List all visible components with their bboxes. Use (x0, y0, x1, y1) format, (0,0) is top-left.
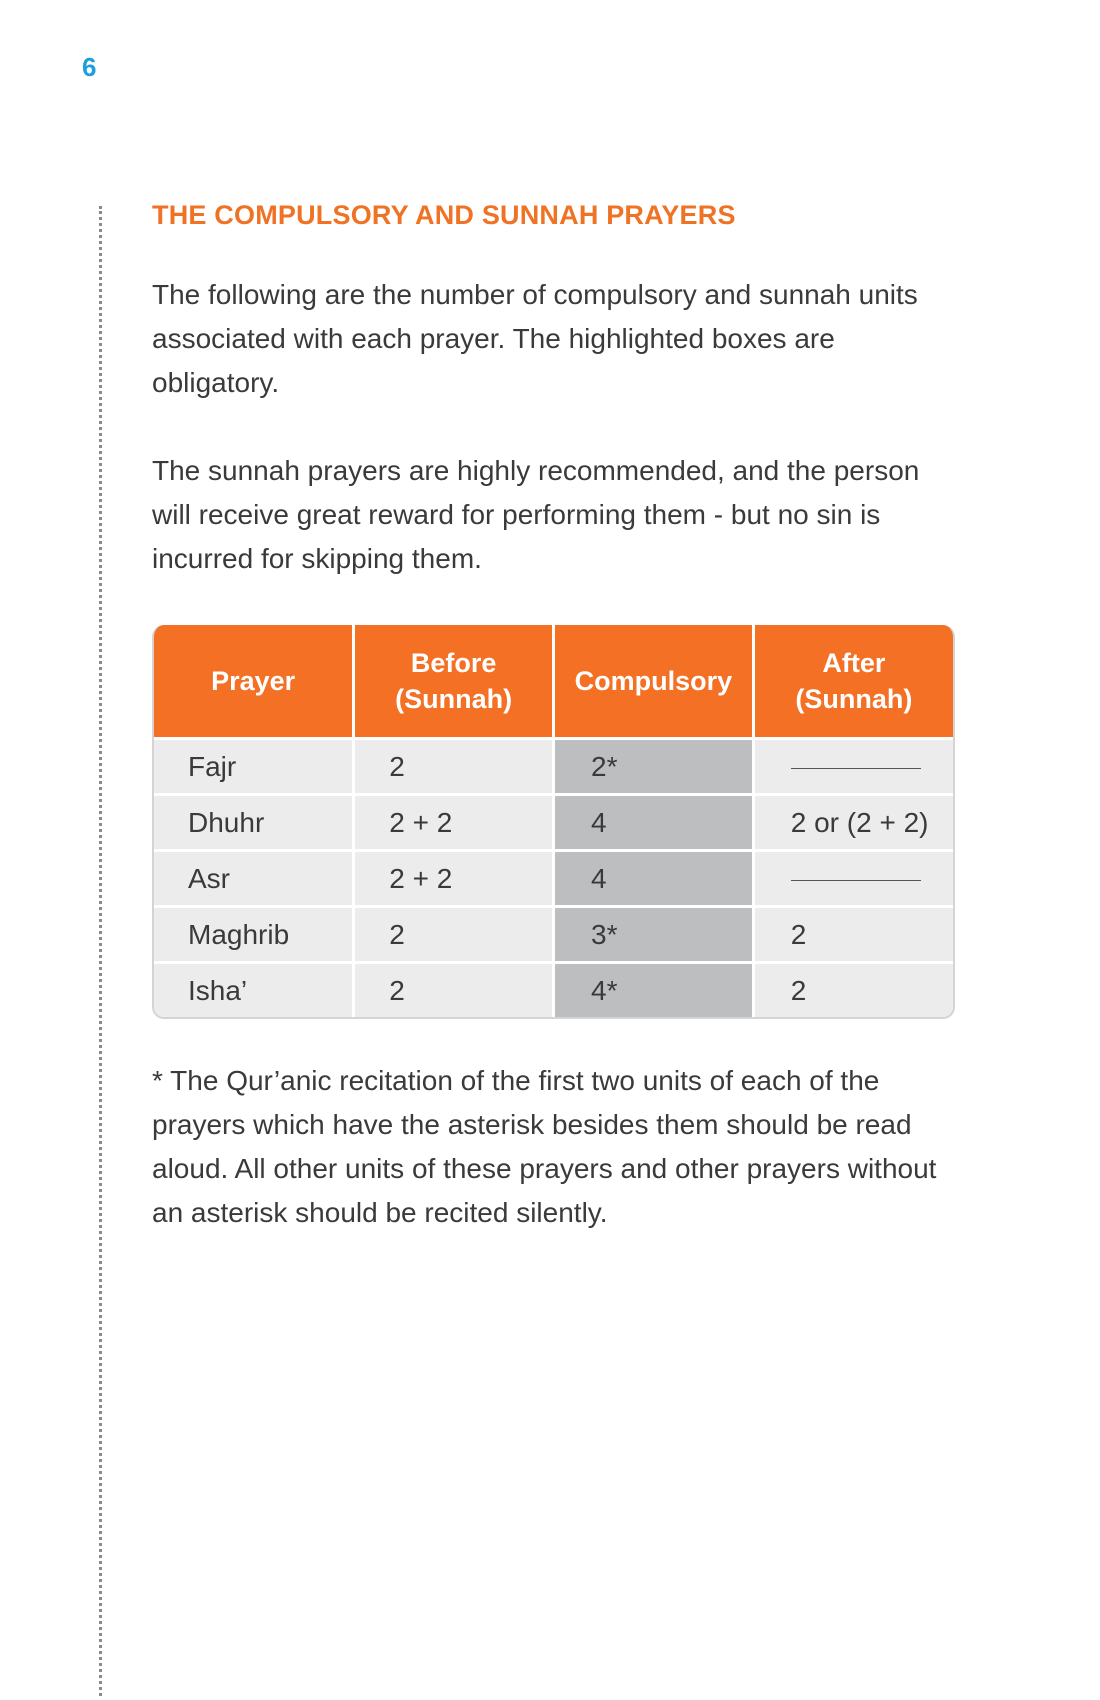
page-number: 6 (82, 52, 97, 82)
cell-prayer-name: Isha’ (154, 963, 354, 1018)
cell-before: 2 (354, 739, 554, 795)
cell-compulsory: 3* (554, 907, 754, 963)
cell-compulsory: 4* (554, 963, 754, 1018)
table-row (154, 851, 953, 907)
cell-compulsory: 4 (554, 851, 754, 907)
table-header-row (154, 625, 953, 739)
header-before-sunnah (354, 625, 554, 739)
cell-prayer-name: Maghrib (154, 907, 354, 963)
cell-before: 2 (354, 963, 554, 1018)
none-dash (791, 880, 921, 881)
header-before-line2: (Sunnah) (395, 684, 513, 714)
cell-before: 2 + 2 (354, 795, 554, 851)
cell-after (753, 739, 953, 795)
table-row (154, 963, 953, 1018)
prayer-units-table (152, 625, 955, 1019)
header-compulsory: Compulsory (554, 625, 754, 739)
section-title: THE COMPULSORY AND SUNNAH PRAYERS (152, 200, 736, 230)
main-content (152, 200, 952, 1263)
dotted-margin-rule (99, 206, 102, 1696)
cell-before: 2 + 2 (354, 851, 554, 907)
none-dash (791, 768, 921, 769)
header-prayer: Prayer (154, 625, 354, 739)
cell-after: 2 (753, 907, 953, 963)
header-after-sunnah (753, 625, 953, 739)
cell-before: 2 (354, 907, 554, 963)
cell-after: 2 (753, 963, 953, 1018)
table-row (154, 739, 953, 795)
footnote: * The Qur’anic recitation of the first two units of each of the prayers which have the asterisk besides them should be read aloud. All other units of these prayers and other prayers without an asterisk should be recited silently. (152, 1065, 937, 1228)
table-row (154, 907, 953, 963)
cell-prayer-name: Dhuhr (154, 795, 354, 851)
header-after-line1: After (822, 648, 886, 678)
cell-prayer-name: Asr (154, 851, 354, 907)
intro-paragraph: The following are the number of compulsory and sunnah units associated with each prayer. The highlighted boxes are obligatory. (152, 279, 918, 398)
table-row (154, 795, 953, 851)
cell-compulsory: 4 (554, 795, 754, 851)
sunnah-paragraph: The sunnah prayers are highly recommended, and the person will receive great reward for performing them - but no sin is incurred for skipping them. (152, 455, 920, 574)
cell-compulsory: 2* (554, 739, 754, 795)
cell-after: 2 or (2 + 2) (753, 795, 953, 851)
cell-prayer-name: Fajr (154, 739, 354, 795)
header-after-line2: (Sunnah) (795, 684, 913, 714)
header-before-line1: Before (410, 648, 497, 678)
cell-after (753, 851, 953, 907)
